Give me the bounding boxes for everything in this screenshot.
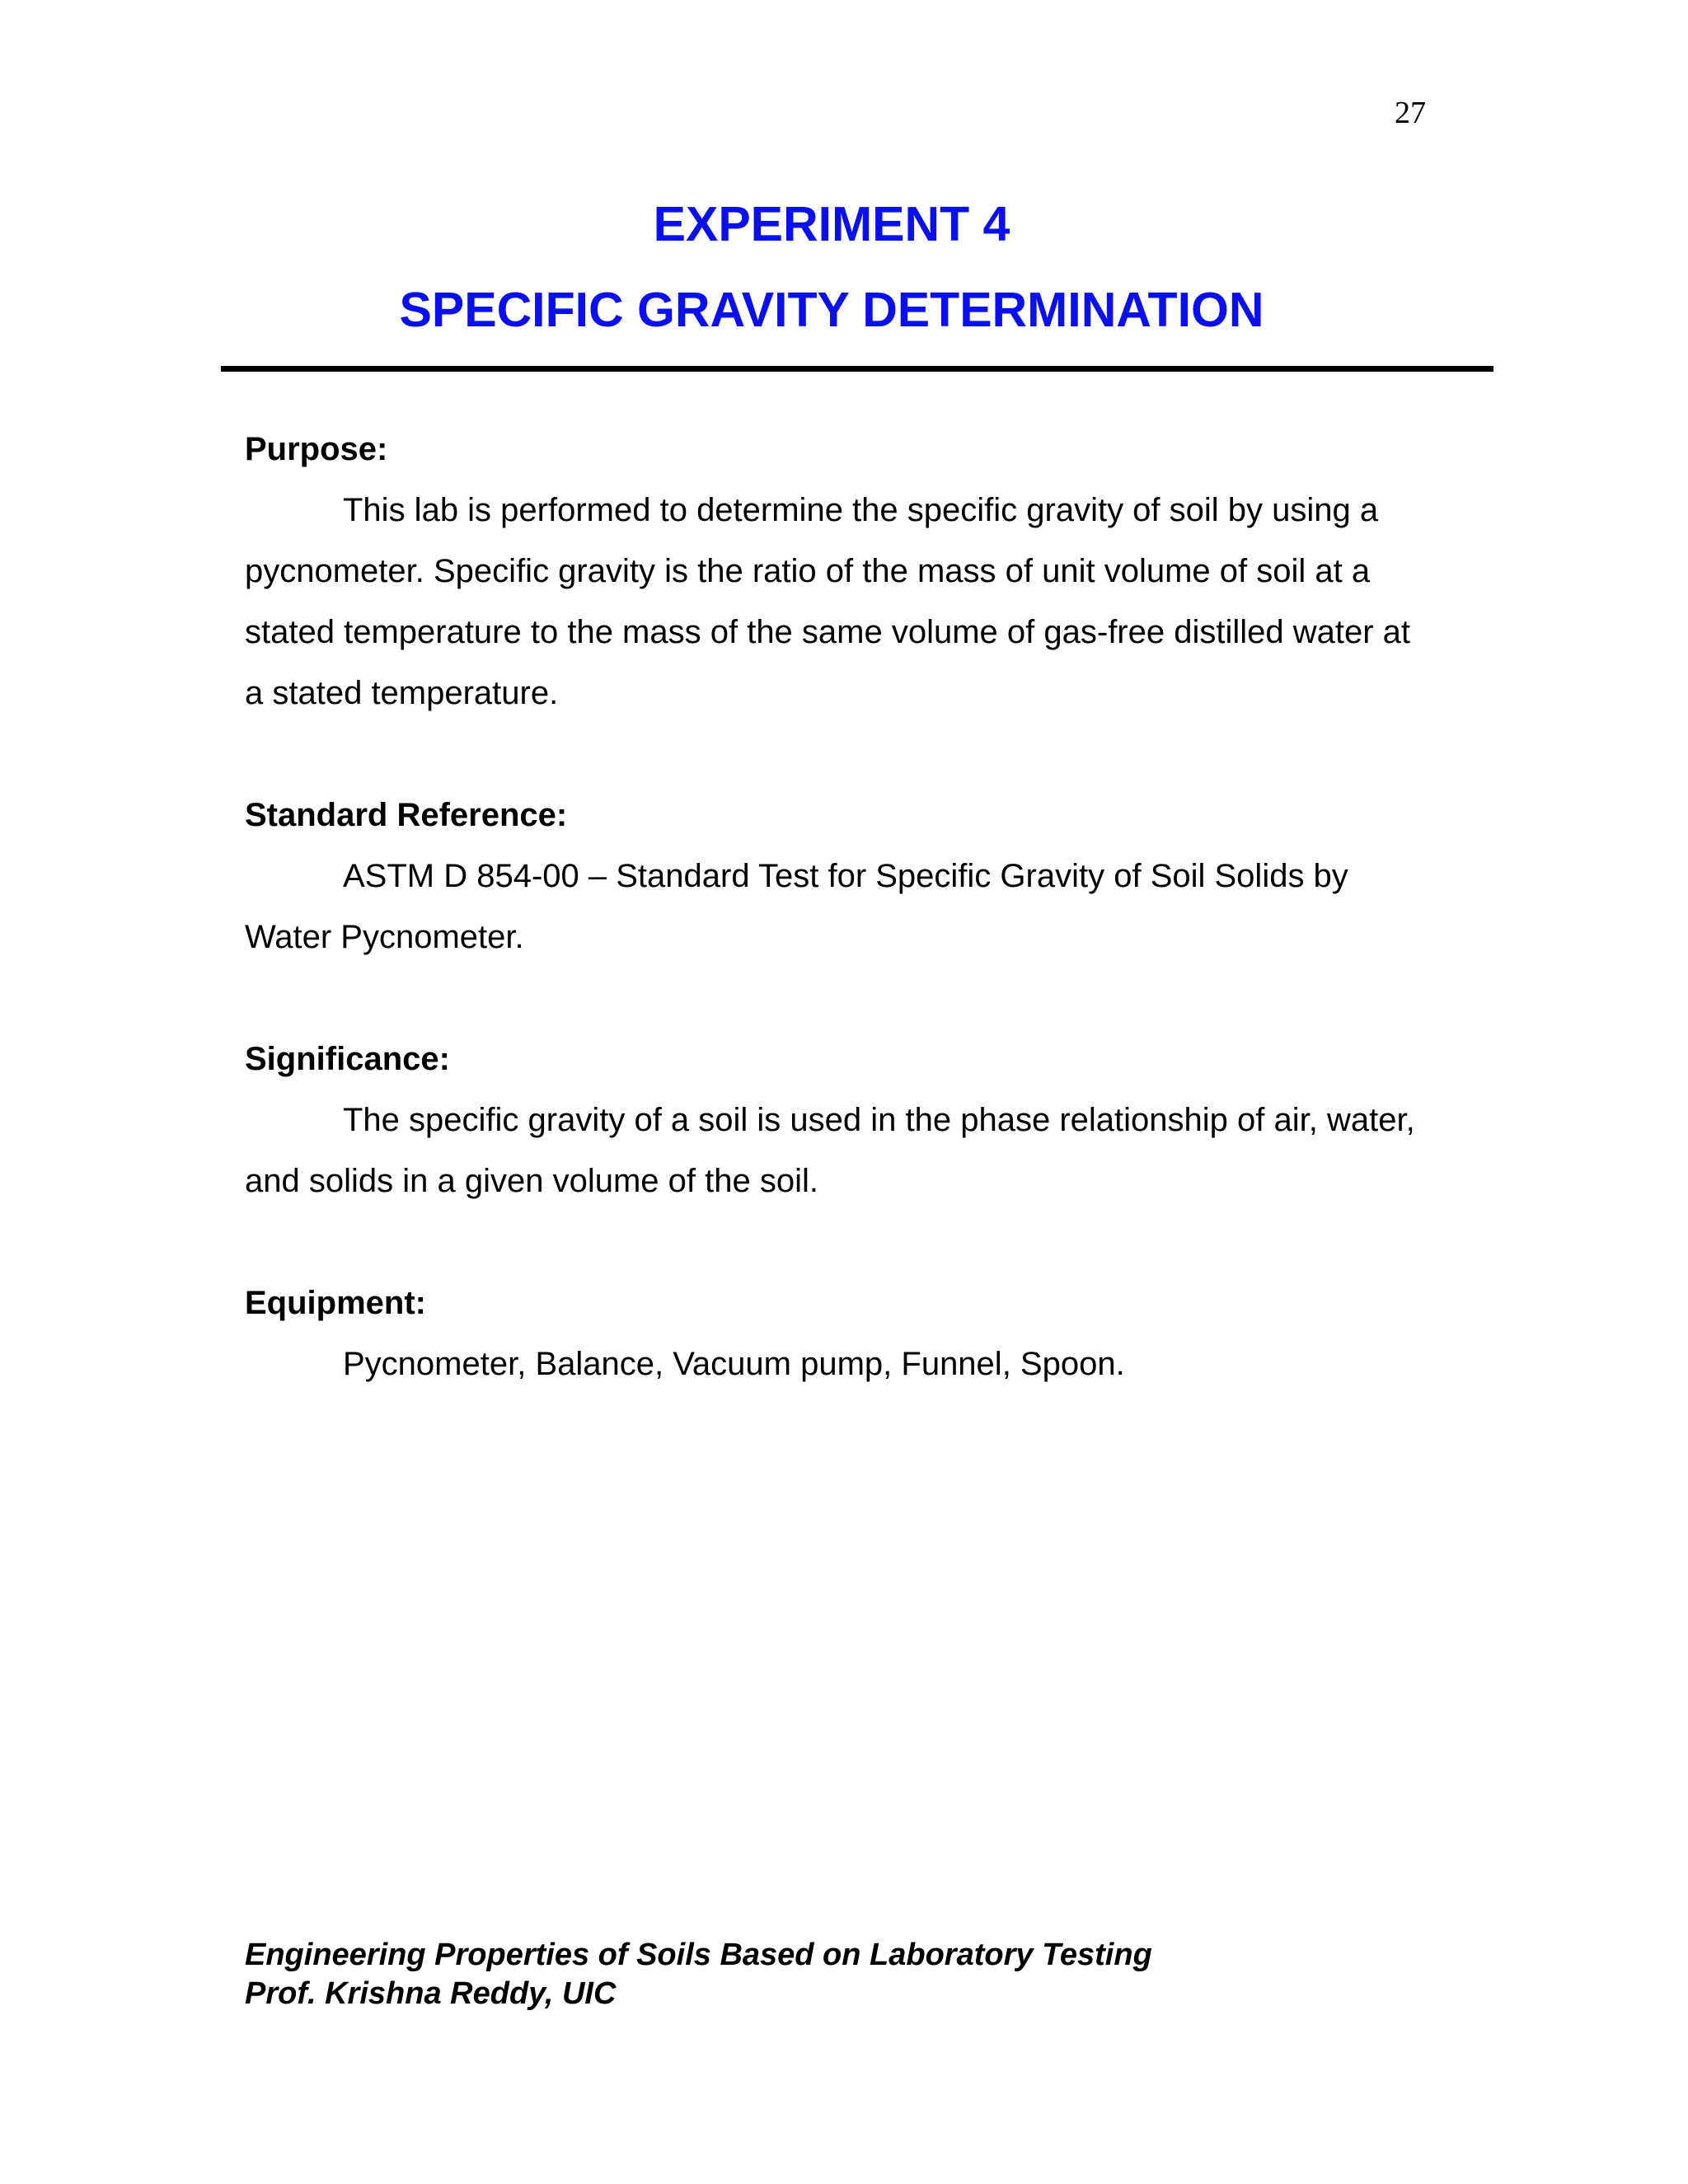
section-heading: Equipment: — [245, 1285, 426, 1321]
section-purpose — [245, 419, 1432, 724]
page-footer — [245, 1936, 1152, 2013]
section-text: ASTM D 854-00 – Standard Test for Specific Gravity of Soil Solids by Water Pycnometer. — [245, 858, 1348, 955]
page-number: 27 — [1395, 96, 1426, 130]
section-text: Pycnometer, Balance, Vacuum pump, Funnel, Spoon. — [343, 1346, 1125, 1382]
section-standard-reference — [245, 785, 1432, 968]
experiment-title: SPECIFIC GRAVITY DETERMINATION — [399, 283, 1264, 337]
section-significance — [245, 1029, 1432, 1212]
section-heading: Purpose: — [245, 431, 388, 467]
experiment-number-title: EXPERIMENT 4 — [653, 197, 1010, 251]
section-equipment — [245, 1272, 1432, 1394]
title-divider — [221, 366, 1493, 372]
section-heading: Significance: — [245, 1041, 450, 1077]
section-text: The specific gravity of a soil is used in the phase relationship of air, water, and solids in a given volume of the soil. — [245, 1102, 1415, 1199]
section-heading: Standard Reference: — [245, 797, 568, 833]
footer-author: Prof. Krishna Reddy, UIC — [245, 1976, 617, 2011]
footer-course-title: Engineering Properties of Soils Based on Laboratory Testing — [245, 1938, 1152, 1972]
section-text: This lab is performed to determine the specific gravity of soil by using a pycnometer. Specific gravity is the ratio of the mass of unit volume of soil at a stated temperature to the mass of the same volume of gas-free distilled water at a stated temperature. — [245, 492, 1411, 711]
content-body — [245, 419, 1432, 1455]
